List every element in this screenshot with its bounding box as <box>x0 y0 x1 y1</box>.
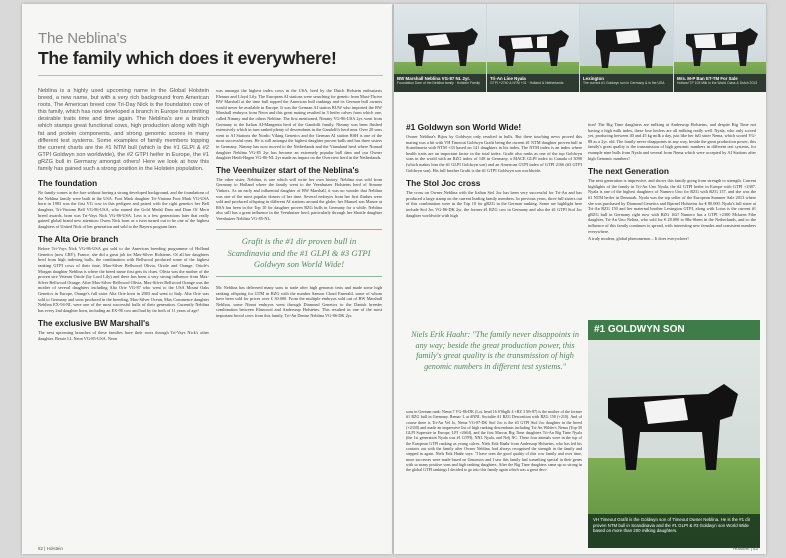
text-col3-continued: tion! The Big Time daughters are milking at Andersrup Holsteins, and despite Big Time not having a high milk index, these four heifers are all milking really well. Nyala, who only scored yet, producing between 40 and 45 kg milk a day, just like her full sister Nema, which scored VG-88 as a 2yr. old. The family never disappoints in any way, beside the great production power, this family's great quality is the transmission of high genomic numbers in different test systems, for example nine bulls from Nyala and several from Nema which were accepted by AI Stations after high Genomic numbers! <box>588 122 756 161</box>
heading-veenhuizer: The Veenhuizer start of the Neblina's <box>216 165 359 175</box>
intro-text: Neblina is a highly used upcoming name in the Global Holstein breed, a new name, but with a very rich background from American roots. The American breed cow Tri-Day Nick is the foundation cow of this family, which has now developed a branch in Europe transmitting desirable traits time and time again. The Neblina's are a branch which stamps great functional cows, high production along with high fat and protein components, and strong genomic scores in many different test systems. Some examples of family members topping the current charts are the #1 NTM bull (which is the #1 GLPI & #2 GTPI Goldwyn son worldwide), the #2 GTPI heifer in Europe, the #1 gRZG bull in Germany amongst others! Here we look at how this family has gained such a strong position in the Holstein population. <box>38 88 209 173</box>
heading-exclusive: The exclusive BW Marshall's <box>38 319 150 329</box>
photo-strip <box>394 4 766 92</box>
text-column-2-end: Mr. Neblina has delivered many sons to trade after high genomic tests and made some high ranking offspring for GTM in RZG with the number Sanson Cloud Emerald, some of whom have been sold for prices over £ 30.000. From the multiple embryos sold out of BW Marshall Neblina, some Nimat embryos went through Diamond Genetics to the Danish breeder combination between Elmwood and Andersrup Holsteins. This resulted in one of the most important brood cows from this family, Tri-An Denise Neblina VG-86-DK 2yr. <box>216 285 382 319</box>
left-header <box>38 30 383 76</box>
text-next-generation: The next generation is impressive, and shows this family going from strength to strength. Current highlights of the family in Tri-An Uno Nyala, the #2 GTPI heifer in Europe with GTPI +2387. Nyala is one of the highest daughters of Numero Uno for RZG with RZG 157, and she was the #1 NTM heifer in Denmark. Nyala was the top seller of the European Summer Sale 2013 where she was purchased by Diamond Genetics and Bjørnel Holsteins for € 80.000. Nyala's full sister at Tri-An RZG 150 and her maternal brother Lexington GTPI, along with Lotus is the current #1 gRZG bull in Germany right now with RZG 162! Numero has a GTPI +2300 Mclaren Fibe daughter, Tri-An Uno Nelina, who sold for € 28.000 to Blu-Shem in the Netherlands, and so the influence of this family continues to spread, with interesting new females and consistent numbers everywhere. <box>588 178 756 234</box>
heading-goldwyn: #1 Goldwyn son World Wide! <box>406 122 522 132</box>
caption-photo-4: Mrs. M-P Ban ET-TM For Sale Holland TP 103 Milk in the World Class & Dutch 2013 <box>674 74 766 92</box>
grafit-caption: VH Timeout Grafit is the Goldwyn son of Timeout Owner Neblina. He is the #1 dir proven NTM bull in Scandinavia and the #1 GLPI & #3 Goldwyn son World Wide based on more than 200 milking daughters. <box>593 517 751 534</box>
headline: The family which does it everywhere! <box>38 48 337 68</box>
right-page <box>394 4 766 554</box>
headline-rule <box>38 75 383 76</box>
text-stol-joc: The cross on Owner Neblina with the Italian Stol Joc has been very successful for Tri-An and has produced a large stamp on the current leading family members. In previous years, three full sisters out of this combination were in the Top 10 for gRZG in the German ranking. Some are highlight here include Stol Joc VG-86-DK 2yr, the former #1 RZG cow in Germany and also the #1 GTPI Stol Joc daughter worldwide with high <box>406 190 582 218</box>
right-column-2 <box>588 122 756 242</box>
left-column-1 <box>38 88 209 342</box>
text-goldwyn: Owner Neblina's Bijou by Goldwyn only resulted in bulls. But there touching news proved this mating was a hit with VH Timeout Goldwyn Grafit being the current #1 NTM daughter proven bull in Scandinavia with NTM +33 based on 141 daughters in his index. The NTM index is an index where health traits are an important factor in the total index. Grafit also ranks as one of the top Goldwyn sons in the world with an RZG index of 148 in Germany, a MACE GLPI index in Canada of 3090 (which makes him the #1 GLPI Goldwyn son) and an American GTPI index of GTPI 2166 (#3 GTPI Goldwyn son). His full brother Grafit is the #1 GTPI Goldwyn son worldwide. <box>406 134 582 173</box>
heading-alta-orie: The Alta Orie branch <box>38 235 119 245</box>
text-foundation: No family comes to the fore without having a strong developed background, and the foundations of the Neblina family were built in the USA. Foot Mark daughter Tri-Vintona Foot Mark VG-USA born in 1983 was the first VG cow in this pedigree and paired with the right genetics her Bell daughter, Tri-Vintona Bell VG-86-USA, who earned the Gold Medal Dam and Dam Of Merit breed awards, born was Tri-Vays Nick VG-86-USA. Less is a few generations later that really gained global brand new attention: Owen Nick born as a twin turned out to be one of the highest daughters of United Nick of her generation and sold to the Bayern program later. <box>38 190 209 229</box>
left-folio: 82 | Holstein <box>38 546 63 551</box>
closing-line: A truly modern, global phenomenon – It does everywhere! <box>588 236 689 242</box>
heading-stol-joc: The Stol Joc cross <box>406 178 481 189</box>
pull-quote-right-wrap <box>410 330 580 372</box>
grafit-caption-box <box>588 514 760 548</box>
caption-photo-1: BW Marshall Neblina VG-87 NL 2yr. Foundation Dam of the Neblina family · Holstein Family <box>394 74 486 92</box>
quote-rule-top <box>216 229 382 230</box>
left-page <box>22 4 392 554</box>
caption-photo-3: Lexington The current #1 Goldwyn son in Germany & in the USA <box>580 74 673 92</box>
right-folio: Holstein | 83 <box>733 546 758 551</box>
heading-foundation: The foundation <box>38 179 98 189</box>
text-veenhuizer: The other sister, Neblina, is one which will write her own history. Neblina was sold from Germany to Holland where the family went to the Veenhuizer Holsteins herd of Simone Vinkers. As an early and influential daughter of BW Marshall, it was no wonder that Neblina was one of the most popular donors of her time. Several embryos from her first flushes were sold and produced offspring in different AI stations around the globe; her Manoel son Manoe at RSA has been in the Top 10 for daughter proven RZG bulls in Germany for a while. Neblina also still has a great influence in the Veenhuizer herd, particularly through her Shottle daughter Veenhuizer Neblina VG-85-NL. <box>216 176 382 221</box>
right-bottom-text-wrap <box>406 409 582 473</box>
text-alta-orie: Before Tri-Vays Nick VG-86-USA got sold to the American breeding programme of Holland Genetics (now CRV), France, she did a great job for Max-Silver Holsteins. Of all her daughters bred from high indexing bulls, the combination with Bellwood produced some of the highest ranking GTPI cows of their time, Max-Silver Bellwood Olivia, Oriole and Orange. Oriole's Morgan daughter Neblina is where the breed name first gets its clues. Olivia was the mother of the proven sire Veteran Oriole (by Lord Lily) and there has been a very strong influence from Max-Silver Bellwood Orange. After Max-Silver Bellwood Olivia, Max-Silver Bellwood Orange was the mother of several daughters including Alta Orie VG-87 who went to the USA Mount Oaks Genetics in Europe, Orange's full sister Alta Orie born in 2003 and went to Italy. Alta Orie was sold to Germany and soon produced in the breeding, Max-Silver Ocean, Max Commence daughter Neblina EX-94-NL were one of the most successful bulls of their generation. Currently Neblina has every 2nd daughter born, including an EX-90 cow and had by far both of 11 years of age! <box>38 246 209 313</box>
pull-quote-right: Niels Erik Haahr: "The family never disappoints in any way; beside the great production power, this family's great quality is the transmission of high genomic numbers in different test systems." <box>411 330 579 371</box>
left-column-2 <box>216 88 382 319</box>
text-exclusive: The next upcoming branches of these families have their roots through Tri-Vays Nick's other daughter, Bessie LL Neon VG-85-USA. Neon <box>38 330 209 341</box>
kicker: The Neblina's <box>38 30 127 47</box>
text-bottom-left: sons in German rank: Nema 7 VG-86-DK (Lot. head 16 S'Shgllt 4 +RZ 3 M+87) is the mother of the former #1 RZG bull in Germany, Remac L at #NNL Socialite #1 RZG Descrattion with RZG 150 (+210). And of course there is Tri-An Vel Jo, Nema VG-87-DK Stol Joc is the #3 GTPI Stol Joc daughter in the breed (+2330) and made an impressive list of high ranking descendants including Tri-An Wilder's Nema (Top-30 GLPI Supersire in Europe, LPI +2664), and the first Marcus Big Time daughters Tri-An Big Time Nyala (the 1st generation Nyala was #1 GTPI), NNL Nyala, and Nelj NC. These four animals were in the top of the European GTPI ranking as young calves. Niels Erik Haahr from Andersrup Holsteins, who has led his contacts out with the family after Owner Neblina, had always recognised the strength in the family and stepped in again. Niels Erik Haahr says: "I have seen the good quality of this cow family and over time, more successes were made based on Genomics and I saw this family had something special in their genes with so many positive sons and high ranking daughters. After the Big Time daughters came up so strong in the global GTPI rankings I decided to go into this family again which was a great deci- <box>406 409 582 473</box>
badge-goldwyn-son: #1 GOLDWYN SON <box>588 320 760 340</box>
caption-photo-2: Tri-An Line Nyala GTPI +2740 & NTM +31 · Holland & Netherlands <box>487 74 579 92</box>
right-column-1 <box>406 122 582 218</box>
text-column-2: was amongst the highest index cows in the USA, bred by the Dutch Holstein enthusiasts Eleanor and Lloyd Lily. The European AI stations were searching for genetic from Maxi-Thrive BW Marshall at the time bull topped the American bull rankings and its German bull owners would never be available in Europe. It was the German AI station RUW who imported the BW Marshall embryos from Neon and this great mating resulted in 3 heifer calves from which one, called Nimmy and the others Nebline. The first mentioned, Nimmy VG-86-USA 2yr, went from Germany to the Italian AI-Mangenta herd of the Gandolfi family. Nimmy was been flushed extensively which in turn ranked plenty of descendants in the Gandolfi's herd near. Over 20 sons went to AI Stations the Nordic Viking Genetics and the German AI station RSH is one of the most successful ones. He is still amongst the highest daughter proven bulls and has three sisters in Germany. Nimmy has now moved to the Netherlands and the Vianaland herd where Nomad daughter Neblina VG-85 2yr has become an extremely popular bull dam and our Owner daughter Heidi-Hagen VG-86-NL 2yr made an impact on the Overview herd in the Netherlands. <box>216 88 382 161</box>
pull-quote-left: Grafit is the #1 dir proven bull in Scandinavia and the #1 GLPI & #3 GTPI Goldwyn son World Wide! <box>227 236 371 269</box>
heading-next-generation: The next Generation <box>588 166 669 177</box>
photo-grafit <box>588 320 760 548</box>
quote-rule-bottom <box>216 276 382 277</box>
